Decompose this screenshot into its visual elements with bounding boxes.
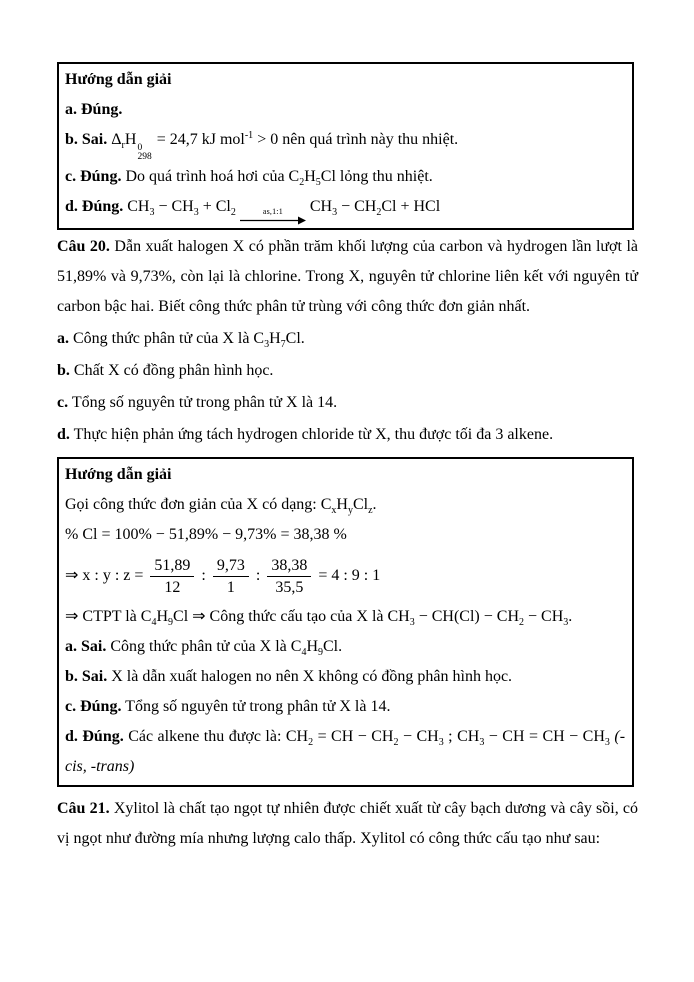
solution1-heading: Hướng dẫn giải bbox=[65, 71, 172, 88]
solution2-ratio-line: ⇒ x : y : z = $\frac{51,89}{12}$ : $\frac{9,73}{1}$ : $\frac{38,38}{35,5}$ = 4 : 9 : 1 bbox=[65, 556, 381, 596]
solution2-structure-line: ⇒ CTPT là $C_4H_9Cl$ ⇒ Công thức cấu tạo của X là $CH_3 - CH(Cl) - CH_2 - CH_3$. bbox=[65, 608, 573, 628]
solution2-statement-d: d. Đúng. Các alkene thu được là: $CH_2$ = CH − $CH_2 - CH_3$ ; $CH_3$ − CH = CH − $CH_3$ (-cis, -trans) bbox=[65, 728, 626, 775]
solution2-statement-a: a. Sai. Công thức phân tử của X là $C_4H_9Cl$. bbox=[65, 638, 343, 658]
solution2-empirical-formula-line: Gọi công thức đơn giản của X có dạng: $C_xH_yCl_z$. bbox=[65, 496, 377, 516]
question20-intro: Câu 20. Dẫn xuất halogen X có phần trăm khối lượng của carbon và hydrogen lần lượt là 51,89% và 9,73%, còn lại là chlorine. Trong X, nguyên tử chlorine liên kết với nguyên tử carbon bậc hai. Biết công thức phân tử trùng với công thức đơn giản nhất. bbox=[57, 238, 638, 315]
solution1-statement-c: c. Đúng. Do quá trình hoá hơi của $C_2H_5Cl$ lỏng thu nhiệt. bbox=[65, 168, 433, 188]
solution2-statement-c: c. Đúng. Tổng số nguyên tử trong phân tử X là 14. bbox=[65, 698, 391, 715]
solution2-heading: Hướng dẫn giải bbox=[65, 466, 172, 483]
question20-statement-d: d. Thực hiện phản ứng tách hydrogen chloride từ X, thu được tối đa 3 alkene. bbox=[57, 426, 554, 443]
solution2-statement-b: b. Sai. X là dẫn xuất halogen no nên X không có đồng phân hình học. bbox=[65, 668, 513, 685]
question20-statement-a: a. Công thức phân tử của X là $C_3H_7Cl$. bbox=[57, 330, 305, 350]
solution1-statement-b: b. Sai. $\Delta_rH$ 0 298 = 24,7 kJ mol$^{-1}$ > 0 nên quá trình này thu nhiệt. bbox=[65, 130, 459, 162]
solution1-statement-d: d. Đúng. $CH_3 - CH_3 + Cl_2$ as,1:1 $CH_3 - CH_2Cl$ + HCl bbox=[65, 192, 625, 225]
stacked-sup-sub: 0 298 bbox=[137, 143, 152, 162]
solution-box-2 bbox=[57, 457, 634, 787]
question21-intro: Câu 21. Xylitol là chất tạo ngọt tự nhiên được chiết xuất từ cây bạch dương và cây sồi, có vị ngọt như đường mía nhưng lượng calo thấp. Xylitol có công thức cấu tạo như sau: bbox=[57, 800, 639, 847]
question20-statement-b: b. Chất X có đồng phân hình học. bbox=[57, 362, 274, 379]
question20-statement-c: c. Tổng số nguyên tử trong phân tử X là 14. bbox=[57, 394, 338, 411]
solution-box-1 bbox=[57, 62, 634, 230]
solution1-statement-a: a. Đúng. bbox=[65, 101, 123, 118]
reaction-arrow-icon: as,1:1 bbox=[240, 208, 306, 225]
fraction: $\frac{51,89}{12}$ bbox=[150, 555, 194, 598]
solution2-chlorine-percent-line: % Cl = 100% − 51,89% − 9,73% = 38,38 % bbox=[65, 526, 347, 543]
fraction: $\frac{38,38}{35,5}$ bbox=[267, 555, 311, 598]
fraction: $\frac{9,73}{1}$ bbox=[213, 555, 249, 598]
